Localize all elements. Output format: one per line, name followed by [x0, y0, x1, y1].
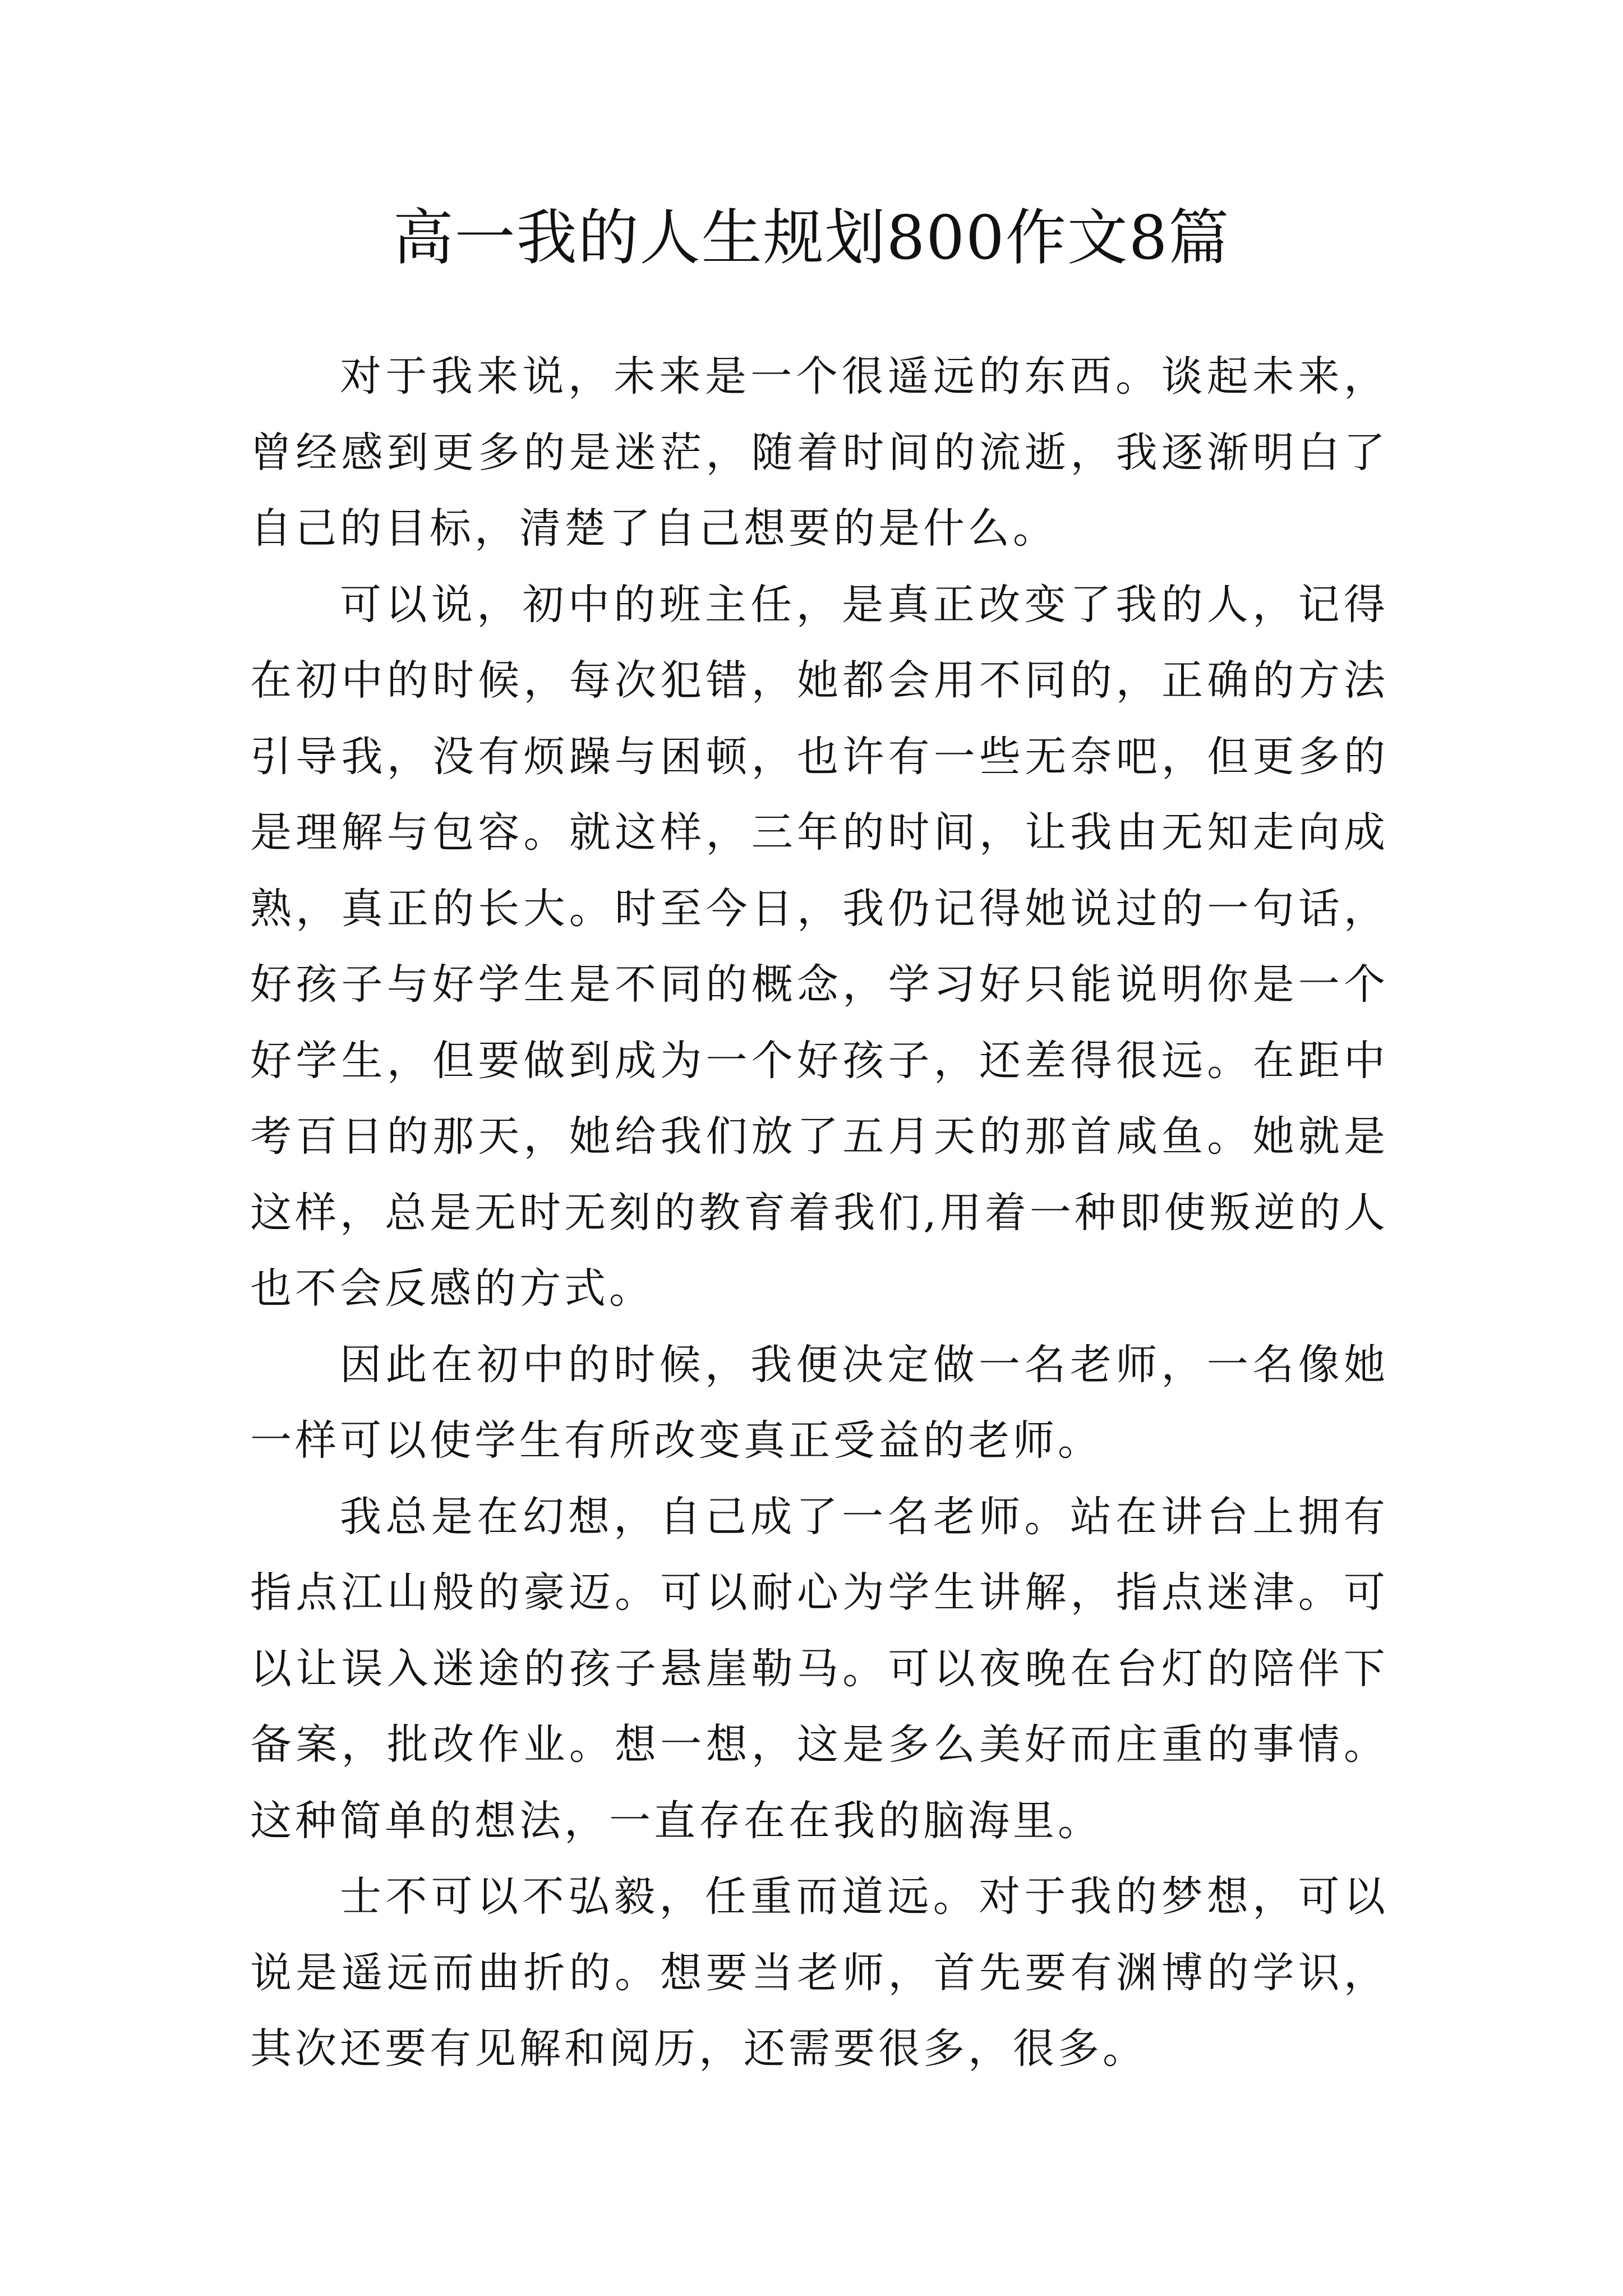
paragraph: 对于我来说，未来是一个很遥远的东西。谈起未来，曾经感到更多的是迷茫，随着时间的流逝，我逐渐明白了自己的目标，清楚了自己想要的是什么。	[250, 352, 1389, 553]
document-body	[250, 339, 1389, 2087]
paragraph: 因此在初中的时候，我便决定做一名老师，一名像她一样可以使学生有所改变真正受益的老师。	[250, 1340, 1389, 1465]
document-title: 高一我的人生规划800作文8篇	[393, 203, 1230, 273]
paragraph: 我总是在幻想，自己成了一名老师。站在讲台上拥有指点江山般的豪迈。可以耐心为学生讲解，指点迷津。可以让误入迷途的孩子悬崖勒马。可以夜晚在台灯的陪伴下备案，批改作业。想一想，这是多么美好而庄重的事情。这种简单的想法，一直存在在我的脑海里。	[250, 1492, 1389, 1845]
paragraph: 可以说，初中的班主任，是真正改变了我的人，记得在初中的时候，每次犯错，她都会用不同的，正确的方法引导我，没有烦躁与困顿，也许有一些无奈吧，但更多的是理解与包容。就这样，三年的时间，让我由无知走向成熟，真正的长大。时至今日，我仍记得她说过的一句话，好孩子与好学生是不同的概念，学习好只能说明你是一个好学生，但要做到成为一个好孩子，还差得很远。在距中考百日的那天，她给我们放了五月天的那首咸鱼。她就是这样，总是无时无刻的教育着我们,用着一种即使叛逆的人也不会反感的方式。	[250, 580, 1389, 1313]
paragraph: 士不可以不弘毅，任重而道远。对于我的梦想，可以说是遥远而曲折的。想要当老师，首先要有渊博的学识，其次还要有见解和阅历，还需要很多，很多。	[250, 1872, 1389, 2073]
